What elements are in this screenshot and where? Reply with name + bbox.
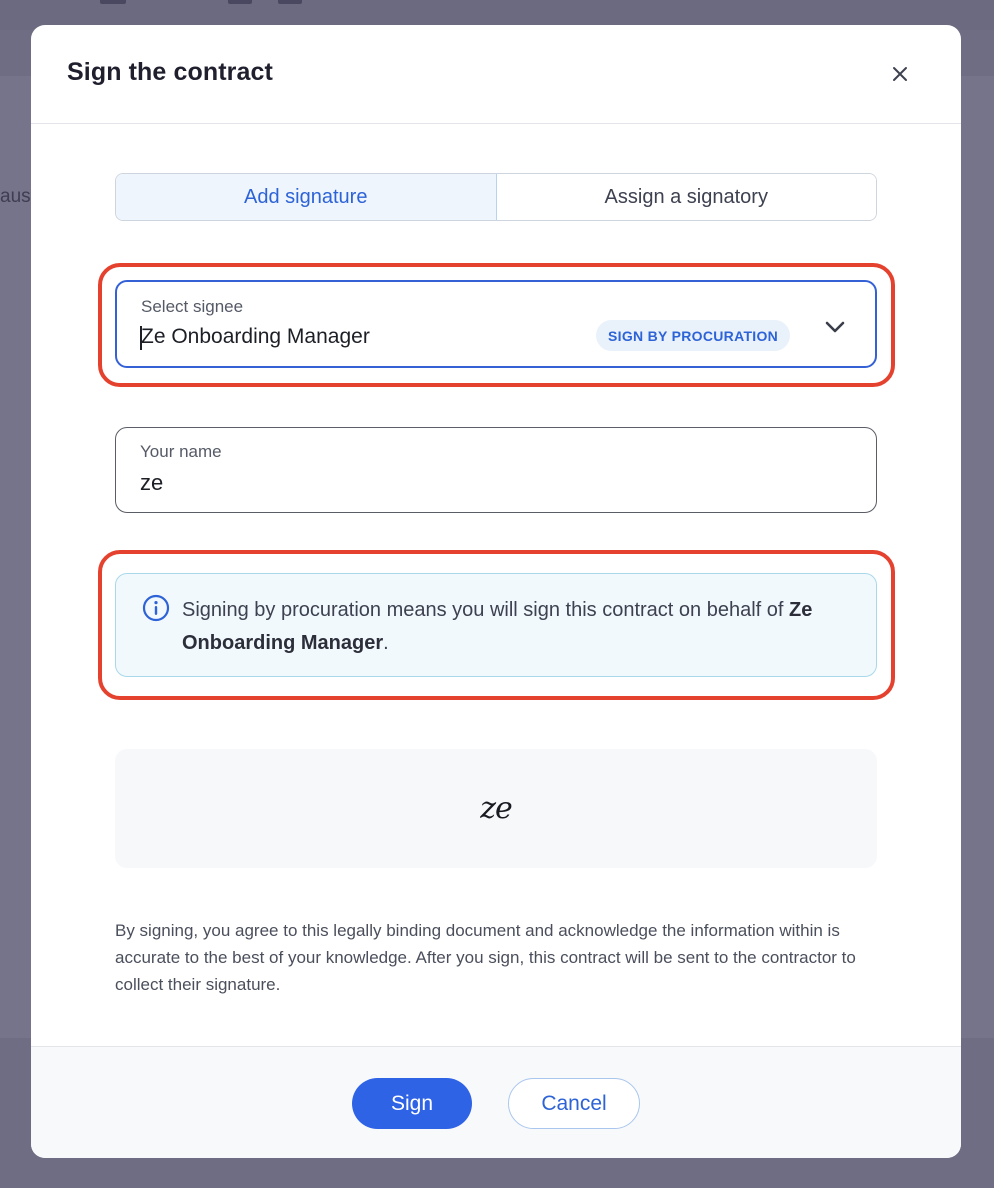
background-glyph xyxy=(278,0,302,4)
select-signee-label: Select signee xyxy=(141,297,244,316)
signature-text: ze xyxy=(480,791,512,826)
background-glyph xyxy=(228,0,252,4)
select-signee-value: Ze Onboarding Manager xyxy=(141,325,370,348)
tab-assign-signatory[interactable]: Assign a signatory xyxy=(497,174,877,220)
sign-by-procuration-badge: SIGN BY PROCURATION xyxy=(596,320,790,351)
close-icon xyxy=(892,66,908,82)
info-text-prefix: Signing by procuration means you will sign this contract on behalf of xyxy=(182,599,790,621)
close-button[interactable] xyxy=(887,61,913,87)
your-name-value: ze xyxy=(140,470,164,495)
modal-header xyxy=(31,25,961,124)
signature-mode-tabs xyxy=(115,173,877,221)
background-glyph xyxy=(100,0,126,4)
modal-title: Sign the contract xyxy=(67,58,273,86)
procuration-info-callout xyxy=(115,573,877,677)
info-text-suffix: . xyxy=(383,632,389,654)
cancel-button[interactable]: Cancel xyxy=(508,1078,640,1129)
signature-preview xyxy=(115,749,877,868)
info-icon xyxy=(142,594,170,622)
tab-add-signature[interactable]: Add signature xyxy=(116,174,497,220)
your-name-label: Your name xyxy=(140,442,222,461)
legal-disclaimer: By signing, you agree to this legally binding document and acknowledge the information within is accurate to the best of your knowledge. After you sign, this contract will be sent to the contractor to collect their signature. xyxy=(115,921,856,994)
signee-dropdown-toggle[interactable] xyxy=(821,313,849,341)
sign-contract-modal xyxy=(31,25,961,1158)
procuration-info-text xyxy=(182,594,852,660)
your-name-field[interactable] xyxy=(115,427,877,513)
info-text-signee: Ze Onboarding Manager xyxy=(182,599,813,654)
background-side-text: aus xyxy=(0,186,31,207)
modal-footer xyxy=(31,1046,961,1158)
select-signee-field[interactable] xyxy=(115,280,877,368)
chevron-down-icon xyxy=(823,315,847,339)
sign-button[interactable]: Sign xyxy=(352,1078,472,1129)
